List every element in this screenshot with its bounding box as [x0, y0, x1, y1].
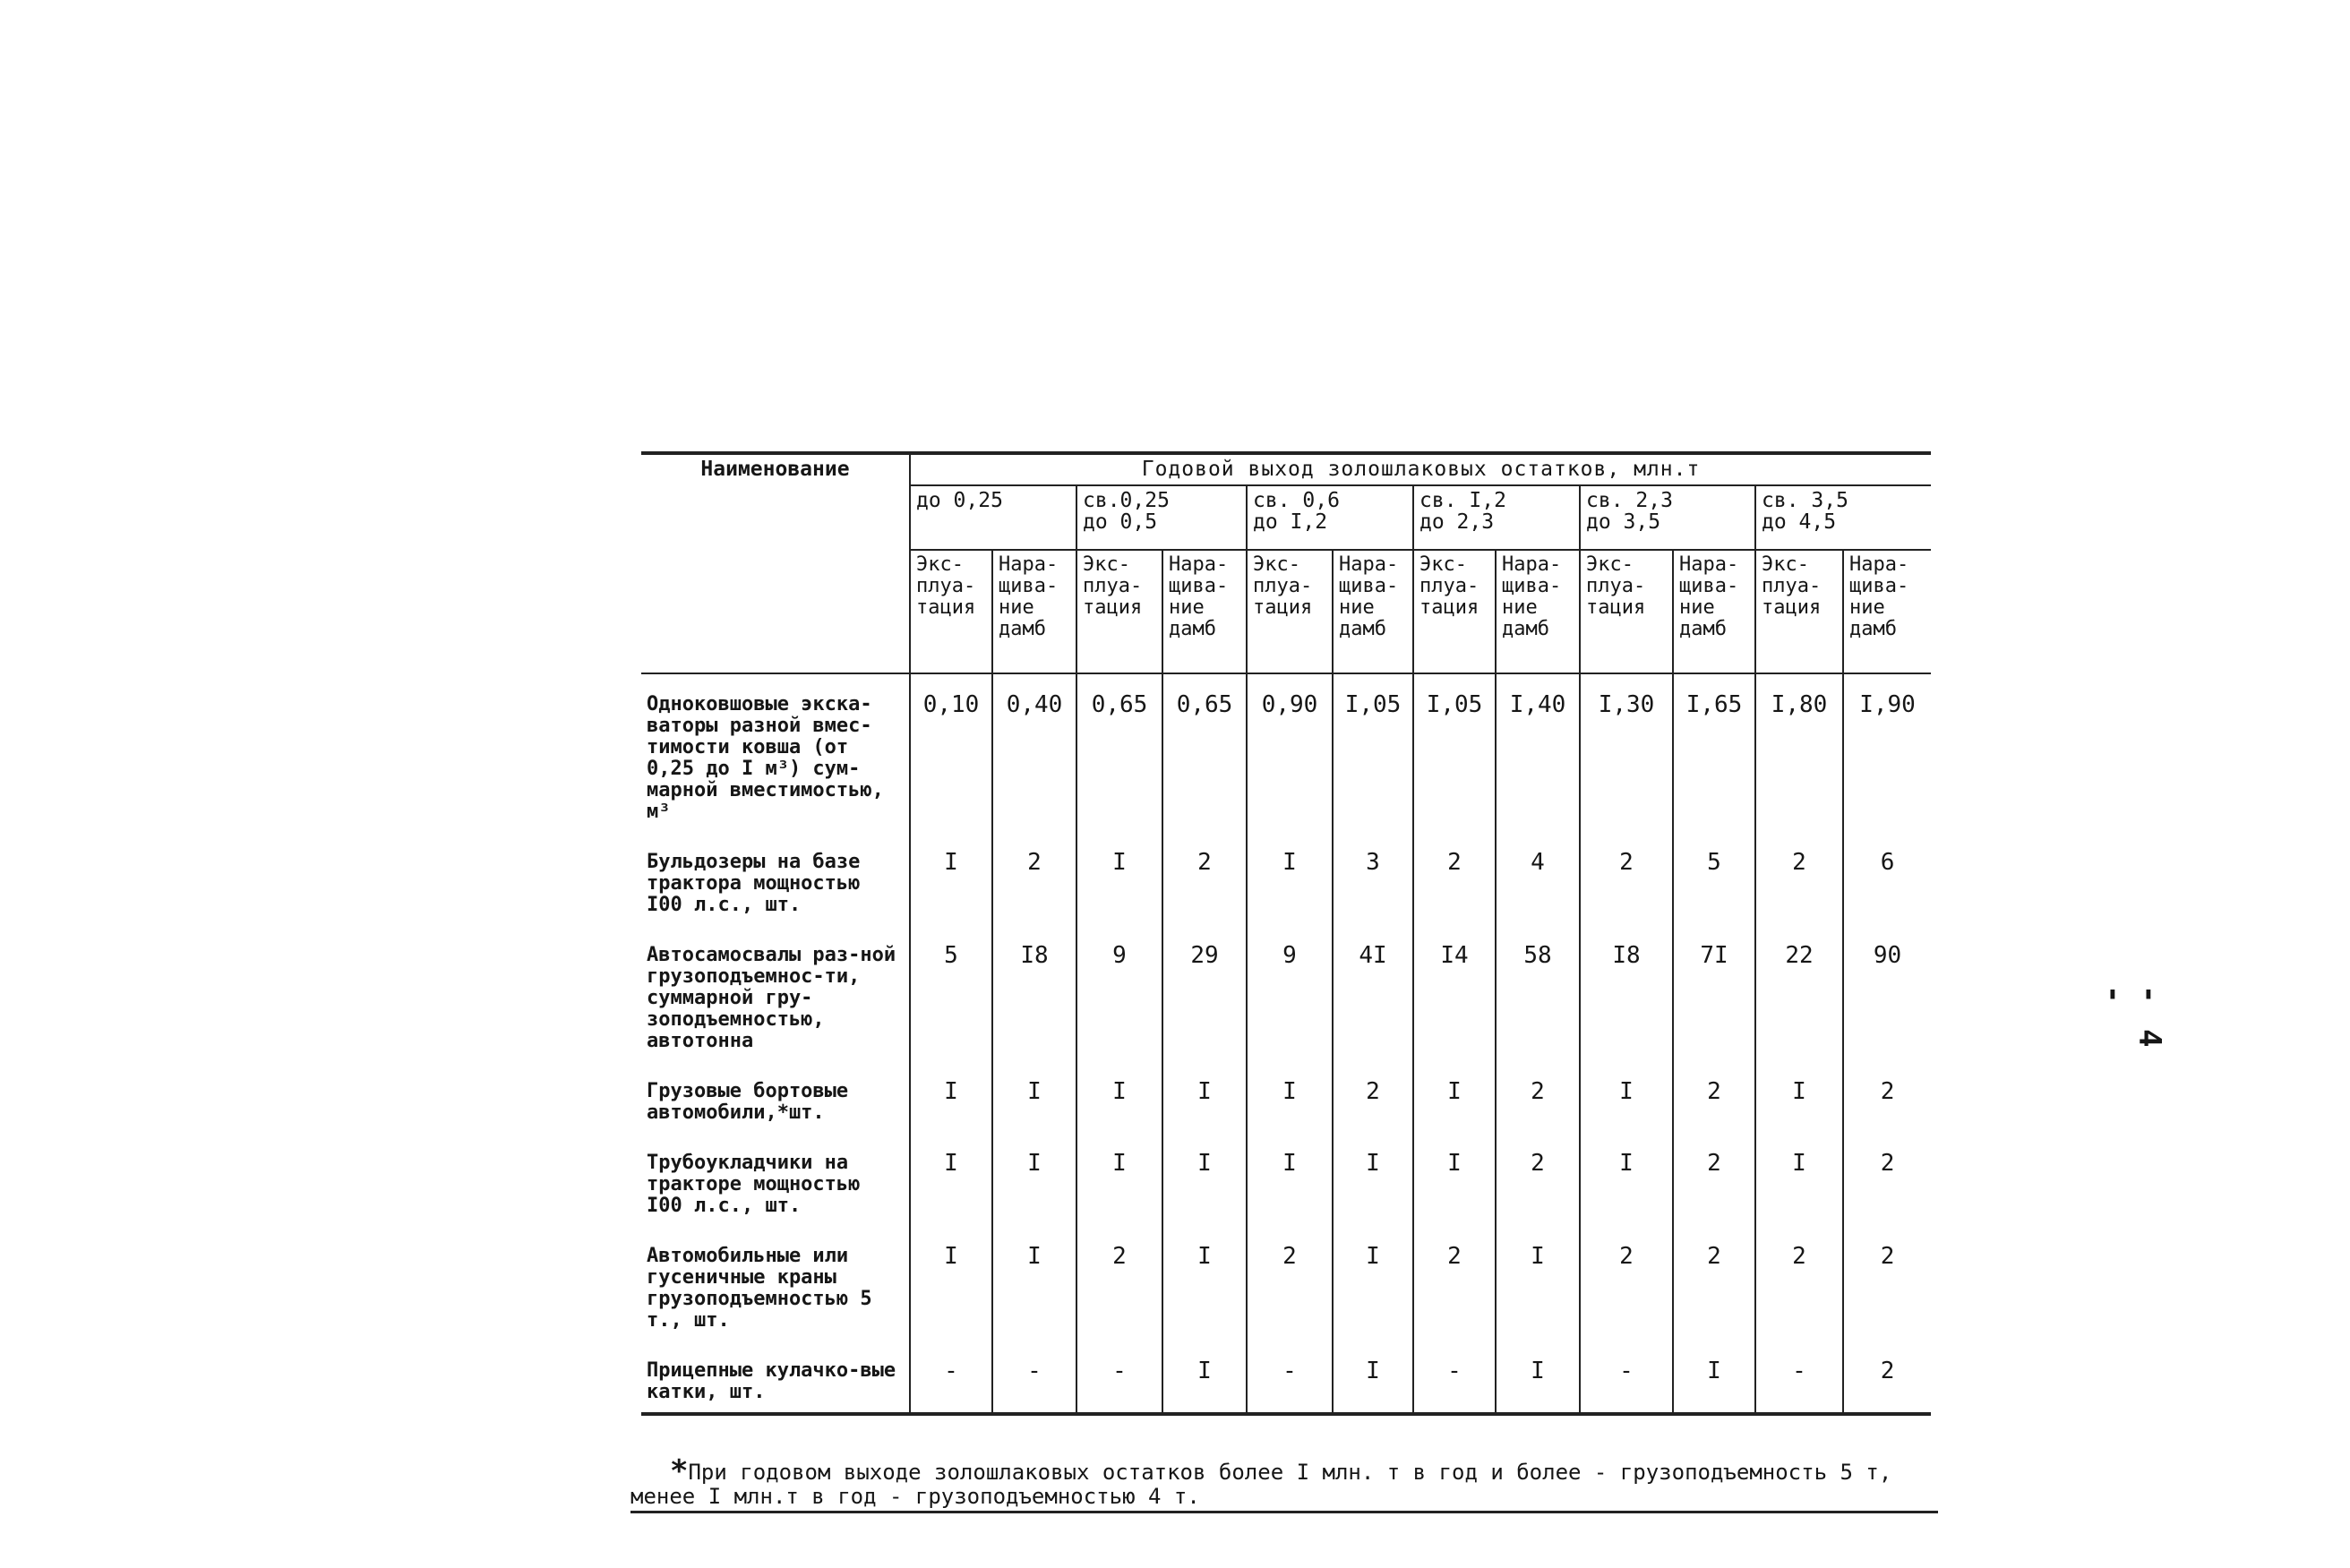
header-row-group — [641, 453, 1931, 485]
table-cell: I,90 — [1843, 673, 1931, 832]
table-cell: I — [1755, 1133, 1843, 1226]
table-cell: - — [1755, 1341, 1843, 1414]
row-label: Бульдозеры на базе трактора мощностью I00 л.с., шт. — [641, 832, 910, 925]
subheader-operation: Экс-плуа-тация — [1247, 550, 1333, 673]
table-cell: 5 — [1673, 832, 1755, 925]
table-cell: I4 — [1413, 925, 1496, 1061]
table-cell: 2 — [992, 832, 1076, 925]
table-cell: I — [910, 1226, 992, 1341]
range-header-3 — [1247, 485, 1413, 550]
table-cell: I — [992, 1226, 1076, 1341]
table-row — [641, 1133, 1931, 1226]
table-cell: 4 — [1496, 832, 1580, 925]
subheader-operation: Экс-плуа-тация — [1580, 550, 1673, 673]
table-cell: 2 — [1496, 1133, 1580, 1226]
table-body — [641, 453, 1931, 1414]
row-label: Автосамосвалы раз-ной грузоподъемнос-ти, суммарной гру-зоподъемностью, автотонна — [641, 925, 910, 1061]
table-cell: 2 — [1247, 1226, 1333, 1341]
table-cell: I8 — [992, 925, 1076, 1061]
output-group-header: Годовой выход золошлаковых остатков, млн.т — [910, 453, 1931, 485]
subheader-operation: Экс-плуа-тация — [1076, 550, 1162, 673]
table-cell: I — [1076, 832, 1162, 925]
table-cell: 7I — [1673, 925, 1755, 1061]
subheader-operation: Экс-плуа-тация — [1755, 550, 1843, 673]
table-cell: 0,65 — [1162, 673, 1247, 832]
range-line-1: св. I,2 — [1419, 489, 1506, 512]
range-line-1: до 0,25 — [916, 489, 1003, 512]
table-row — [641, 1226, 1931, 1341]
table-cell: I — [1496, 1341, 1580, 1414]
table-cell: 2 — [1673, 1226, 1755, 1341]
subheader-dam-raising: Нара-щива-ние дамб — [992, 550, 1076, 673]
subheader-dam-raising: Нара-щива-ние дамб — [1162, 550, 1247, 673]
range-line-1: св. 3,5 — [1762, 489, 1848, 512]
row-label: Автомобильные или гусеничные краны грузоподъемностью 5 т., шт. — [641, 1226, 910, 1341]
row-label: Грузовые бортовые автомобили,*шт. — [641, 1061, 910, 1133]
range-line-2: до 0,5 — [1083, 510, 1158, 534]
table-cell: I — [1580, 1133, 1673, 1226]
table-cell: I — [910, 832, 992, 925]
row-label: Одноковшовые экска-ваторы разной вмес-тимости ковша (от 0,25 до I м³) сум-марной вместимостью, м³ — [641, 673, 910, 832]
table-cell: - — [910, 1341, 992, 1414]
table-cell: I8 — [1580, 925, 1673, 1061]
table-cell: I — [1162, 1226, 1247, 1341]
range-line-1: св.0,25 — [1083, 489, 1170, 512]
table-row — [641, 832, 1931, 925]
table-cell: I — [910, 1133, 992, 1226]
table-cell: I — [1333, 1226, 1413, 1341]
range-header-1 — [910, 485, 1076, 550]
table-row — [641, 1341, 1931, 1414]
table-cell: I — [1413, 1061, 1496, 1133]
table-cell: I — [910, 1061, 992, 1133]
table-cell: 2 — [1580, 1226, 1673, 1341]
table-cell: - — [992, 1341, 1076, 1414]
name-column-header: Наименование — [641, 453, 910, 673]
table-cell: 2 — [1496, 1061, 1580, 1133]
table-cell: I,65 — [1673, 673, 1755, 832]
table-row — [641, 673, 1931, 832]
table-cell: I — [1673, 1341, 1755, 1414]
footnote — [630, 1453, 1938, 1513]
table-cell: I — [1162, 1133, 1247, 1226]
table-cell: 22 — [1755, 925, 1843, 1061]
table-cell: - — [1413, 1341, 1496, 1414]
table-cell: I — [1247, 832, 1333, 925]
table-cell: 6 — [1843, 832, 1931, 925]
table-cell: 0,40 — [992, 673, 1076, 832]
subheader-operation: Экс-плуа-тация — [1413, 550, 1496, 673]
table-cell: 0,65 — [1076, 673, 1162, 832]
table-cell: I — [1580, 1061, 1673, 1133]
range-header-4 — [1413, 485, 1580, 550]
table-row — [641, 925, 1931, 1061]
table-cell: I — [1162, 1341, 1247, 1414]
footnote-text: При годовом выходе золошлаковых остатков более I млн. т в год и более - грузоподъемность 5 т, менее I млн.т в год - грузоподъемностью 4 т. — [630, 1460, 1892, 1509]
table-cell: 2 — [1162, 832, 1247, 925]
subheader-dam-raising: Нара-щива-ние дамб — [1673, 550, 1755, 673]
row-label: Трубоукладчики на тракторе мощностью I00 л.с., шт. — [641, 1133, 910, 1226]
subheader-dam-raising: Нара-щива-ние дамб — [1333, 550, 1413, 673]
table-cell: 2 — [1843, 1061, 1931, 1133]
table-cell: 2 — [1755, 832, 1843, 925]
table-cell: 2 — [1843, 1341, 1931, 1414]
table-cell: 3 — [1333, 832, 1413, 925]
table-cell: 29 — [1162, 925, 1247, 1061]
table-cell: 2 — [1673, 1061, 1755, 1133]
table-cell: I — [1247, 1133, 1333, 1226]
table-cell: I,05 — [1333, 673, 1413, 832]
subheader-dam-raising: Нара-щива-ние дамб — [1496, 550, 1580, 673]
table-cell: I — [992, 1133, 1076, 1226]
table-cell: - — [1580, 1341, 1673, 1414]
table-cell: 2 — [1580, 832, 1673, 925]
range-line-2: до I,2 — [1253, 510, 1328, 534]
table-cell: I — [1076, 1133, 1162, 1226]
table-cell: 2 — [1413, 832, 1496, 925]
table-cell: I — [1247, 1061, 1333, 1133]
footnote-star: * — [670, 1453, 689, 1489]
table-cell: 2 — [1843, 1226, 1931, 1341]
range-header-6 — [1755, 485, 1931, 550]
range-header-5 — [1580, 485, 1755, 550]
table-cell: I — [1333, 1133, 1413, 1226]
table-cell: 2 — [1333, 1061, 1413, 1133]
table-cell: - — [1076, 1341, 1162, 1414]
table-cell: 0,90 — [1247, 673, 1333, 832]
table-cell: I — [1162, 1061, 1247, 1133]
range-line-2: до 4,5 — [1762, 510, 1837, 534]
table-cell: I — [992, 1061, 1076, 1133]
document-sheet — [641, 451, 1931, 1416]
table-cell: I — [1755, 1061, 1843, 1133]
equipment-table — [641, 451, 1931, 1416]
table-cell: 0,10 — [910, 673, 992, 832]
table-cell: I,05 — [1413, 673, 1496, 832]
table-cell: 5 — [910, 925, 992, 1061]
range-line-1: св. 0,6 — [1253, 489, 1340, 512]
range-line-2: до 3,5 — [1586, 510, 1661, 534]
range-header-2 — [1076, 485, 1247, 550]
table-cell: - — [1247, 1341, 1333, 1414]
table-cell: 2 — [1843, 1133, 1931, 1226]
subheader-operation: Экс-плуа-тация — [910, 550, 992, 673]
table-cell: I,40 — [1496, 673, 1580, 832]
table-cell: 90 — [1843, 925, 1931, 1061]
table-cell: 2 — [1755, 1226, 1843, 1341]
table-cell: 2 — [1673, 1133, 1755, 1226]
row-label: Прицепные кулачко-вые катки, шт. — [641, 1341, 910, 1414]
table-cell: 58 — [1496, 925, 1580, 1061]
table-cell: I — [1333, 1341, 1413, 1414]
table-cell: 2 — [1076, 1226, 1162, 1341]
table-cell: 9 — [1076, 925, 1162, 1061]
table-cell: 4I — [1333, 925, 1413, 1061]
table-cell: I,80 — [1755, 673, 1843, 832]
subheader-dam-raising: Нара-щива-ние дамб — [1843, 550, 1931, 673]
table-cell: 9 — [1247, 925, 1333, 1061]
table-row — [641, 1061, 1931, 1133]
table-cell: 2 — [1413, 1226, 1496, 1341]
table-cell: I — [1076, 1061, 1162, 1133]
page-number: - 4 - — [2096, 985, 2167, 1051]
table-cell: I — [1496, 1226, 1580, 1341]
table-cell: I — [1413, 1133, 1496, 1226]
range-line-2: до 2,3 — [1419, 510, 1495, 534]
table-cell: I,30 — [1580, 673, 1673, 832]
range-line-1: св. 2,3 — [1586, 489, 1673, 512]
